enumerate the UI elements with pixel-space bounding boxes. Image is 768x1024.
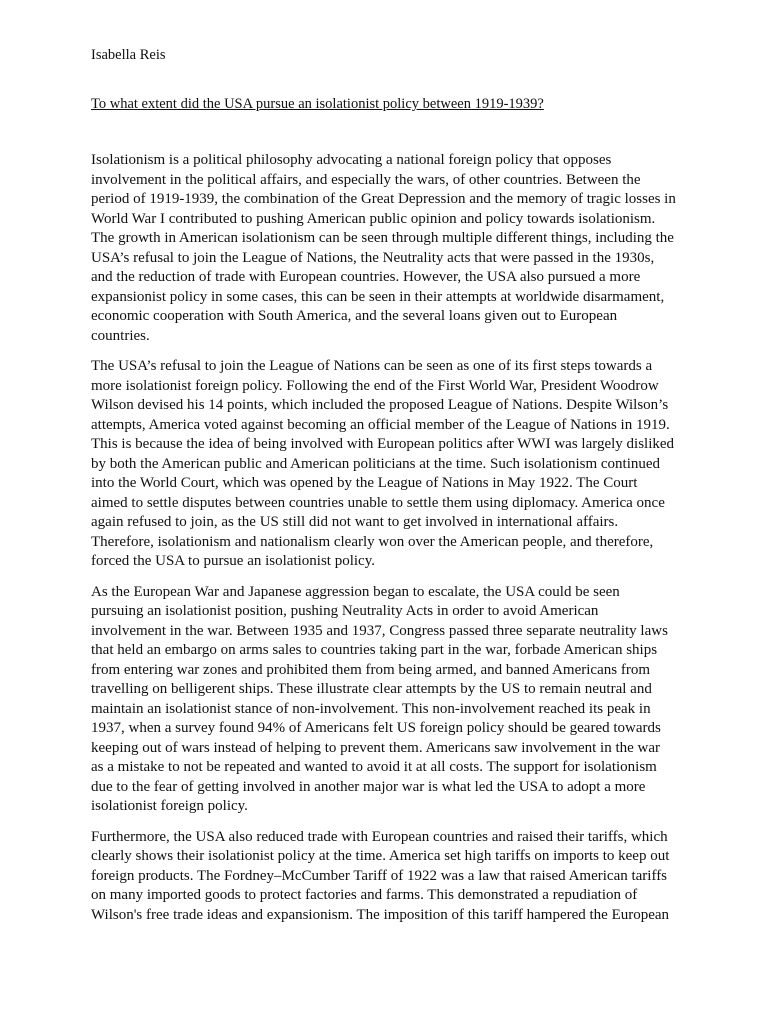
text-line: attempts, America voted against becoming an official member of the League of Nations in 1919. [91,416,670,433]
author-name: Isabella Reis [91,47,166,63]
text-line: As the European War and Japanese aggression began to escalate, the USA could be seen [91,583,620,600]
text-line: clearly shows their isolationist policy at the time. America set high tariffs on imports to keep out [91,848,670,864]
text-line: The growth in American isolationism can be seen through multiple different things, including the [91,230,674,246]
body-paragraph [91,583,673,817]
text-line: due to the fear of getting involved in another major war is what led the USA to adopt a more [91,778,646,795]
text-line: 1937, when a survey found 94% of Americans felt US foreign policy should be geared towards [91,720,661,736]
text-line: as a mistake to not be repeated and wanted to avoid it at all costs. The support for isolationism [91,759,657,775]
text-line: keeping out of wars instead of helping to prevent them. Americans saw involvement in the war [91,739,661,756]
text-line: into the World Court, which was opened by the League of Nations in May 1922. The Court [91,475,638,491]
text-line: travelling on belligerent ships. These illustrate clear attempts by the US to remain neutral and [91,681,652,697]
text-line: Furthermore, the USA also reduced trade with European countries and raised their tariffs, which [91,828,668,845]
text-line: again refused to join, as the US still did not want to get involved in international affairs. [91,514,619,530]
body-paragraph [91,828,673,926]
text-line: expansionist policy in some cases, this can be seen in their attempts at worldwide disarmament, [91,288,665,305]
text-line: on many imported goods to protect factories and farms. This demonstrated a repudiation of [91,887,638,903]
text-line: involvement in the political affairs, and especially the wars, of other countries. Between the [91,171,641,188]
body-paragraph [91,151,676,346]
text-line: Wilson devised his 14 points, which included the proposed League of Nations. Despite Wilson’s [91,397,669,413]
text-line: Isolationism is a political philosophy advocating a national foreign policy that opposes [91,152,612,168]
text-line: The USA’s refusal to join the League of Nations can be seen as one of its first steps towards a [91,358,653,374]
text-line: period of 1919-1939, the combination of the Great Depression and the memory of tragic losses in [91,191,676,207]
text-line: Therefore, isolationism and nationalism clearly won over the American people, and therefore, [91,533,654,550]
text-line: USA’s refusal to join the League of Nations, the Neutrality acts that were passed in the 1930s, [91,249,655,266]
text-line: that held an embargo on arms sales to countries taking part in the war, forbade American ships [91,642,658,658]
text-line: economic cooperation with South America, and the several loans given out to European [91,308,618,324]
text-line: involvement in the war. Between 1935 and 1937, Congress passed three separate neutrality laws [91,622,668,639]
text-line: This is because the idea of being involved with European politics after WWI was largely disliked [91,436,675,452]
text-line: isolationist foreign policy. [91,798,248,814]
text-line: and the reduction of trade with European countries. However, the USA also pursued a more [91,269,641,285]
text-line: by both the American public and American politicians at the time. Such isolationism continued [91,455,661,472]
text-line: Wilson's free trade ideas and expansionism. The imposition of this tariff hampered the European [91,906,670,923]
body-paragraph [91,357,673,572]
text-line: World War I contributed to pushing American public opinion and policy towards isolationism. [91,210,656,227]
text-line: pursuing an isolationist position, pushing Neutrality Acts in order to avoid American [91,603,599,619]
text-line: more isolationist foreign policy. Following the end of the First World War, President Woodrow [91,377,659,394]
text-line: maintain an isolationist stance of non-involvement. This non-involvement reached its peak in [91,700,651,717]
text-line: from entering war zones and prohibited them from being armed, and banned Americans from [91,661,650,678]
essay-title: To what extent did the USA pursue an isolationist policy between 1919-1939? [91,96,544,112]
essay-body [91,151,676,936]
text-line: aimed to settle disputes between countries unable to settle them using diplomacy. America once [91,494,665,511]
text-line: foreign products. The Fordney–McCumber Tariff of 1922 was a law that raised American tariffs [91,867,668,884]
text-line: forced the USA to pursue an isolationist policy. [91,553,375,569]
text-line: countries. [91,327,150,344]
